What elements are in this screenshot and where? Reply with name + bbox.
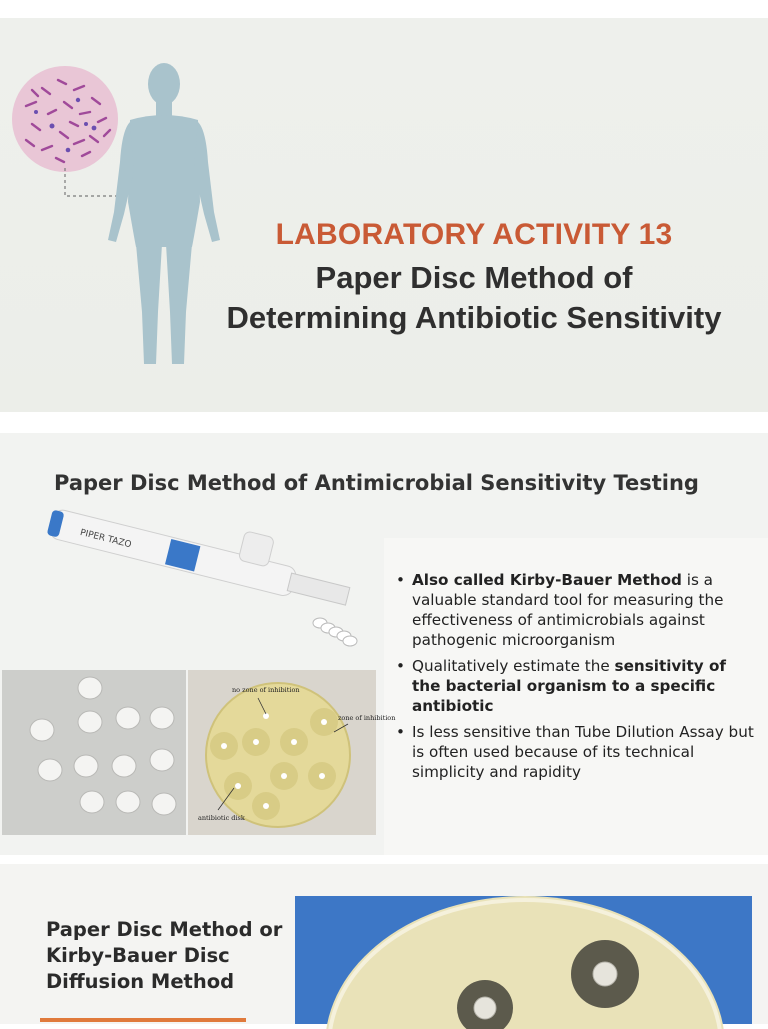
title-underline: [40, 1018, 246, 1022]
plate-label-disk: antibiotic disk: [198, 814, 245, 822]
activity-number-title: LABORATORY ACTIVITY 13: [275, 218, 673, 251]
plate-label-no-zone: no zone of inhibition: [232, 686, 300, 694]
slide-heading: Paper Disc Method of Antimicrobial Sensitivity Testing: [54, 471, 699, 495]
slide-title-line: Paper Disc Method of: [315, 260, 633, 295]
top-margin: [0, 0, 768, 18]
title-slide: [0, 18, 768, 412]
slide-title-line: Determining Antibiotic Sensitivity: [226, 300, 722, 335]
bullet-item: • Is less sensitive than Tube Dilution Assay but is often used because of its technical simplicity and rapidity: [396, 722, 756, 782]
content-slide: [0, 864, 768, 1024]
bullet-list: [396, 570, 756, 788]
plate-label-zone: zone of inhibition: [338, 714, 396, 722]
slide-separator: [0, 412, 768, 433]
antibiotic-discs-photo: [2, 670, 186, 835]
bullet-item: • Also called Kirby-Bauer Method is a valuable standard tool for measuring the effectiveness of antimicrobials against pathogenic microorganism: [396, 570, 756, 650]
slide-heading: Paper Disc Method or Kirby-Bauer Disc Diffusion Method: [46, 918, 283, 993]
disc-dispenser-image: [30, 527, 360, 648]
content-slide: [0, 433, 768, 855]
bullet-item: • Qualitatively estimate the sensitivity of the bacterial organism to a specific antibiotic: [396, 656, 756, 716]
slide-separator: [0, 855, 768, 864]
svg-text:PIPER TAZO: PIPER TAZO: [78, 527, 133, 551]
kirby-bauer-plate-photo: [295, 896, 752, 1024]
agar-plate-photo: [188, 670, 396, 835]
